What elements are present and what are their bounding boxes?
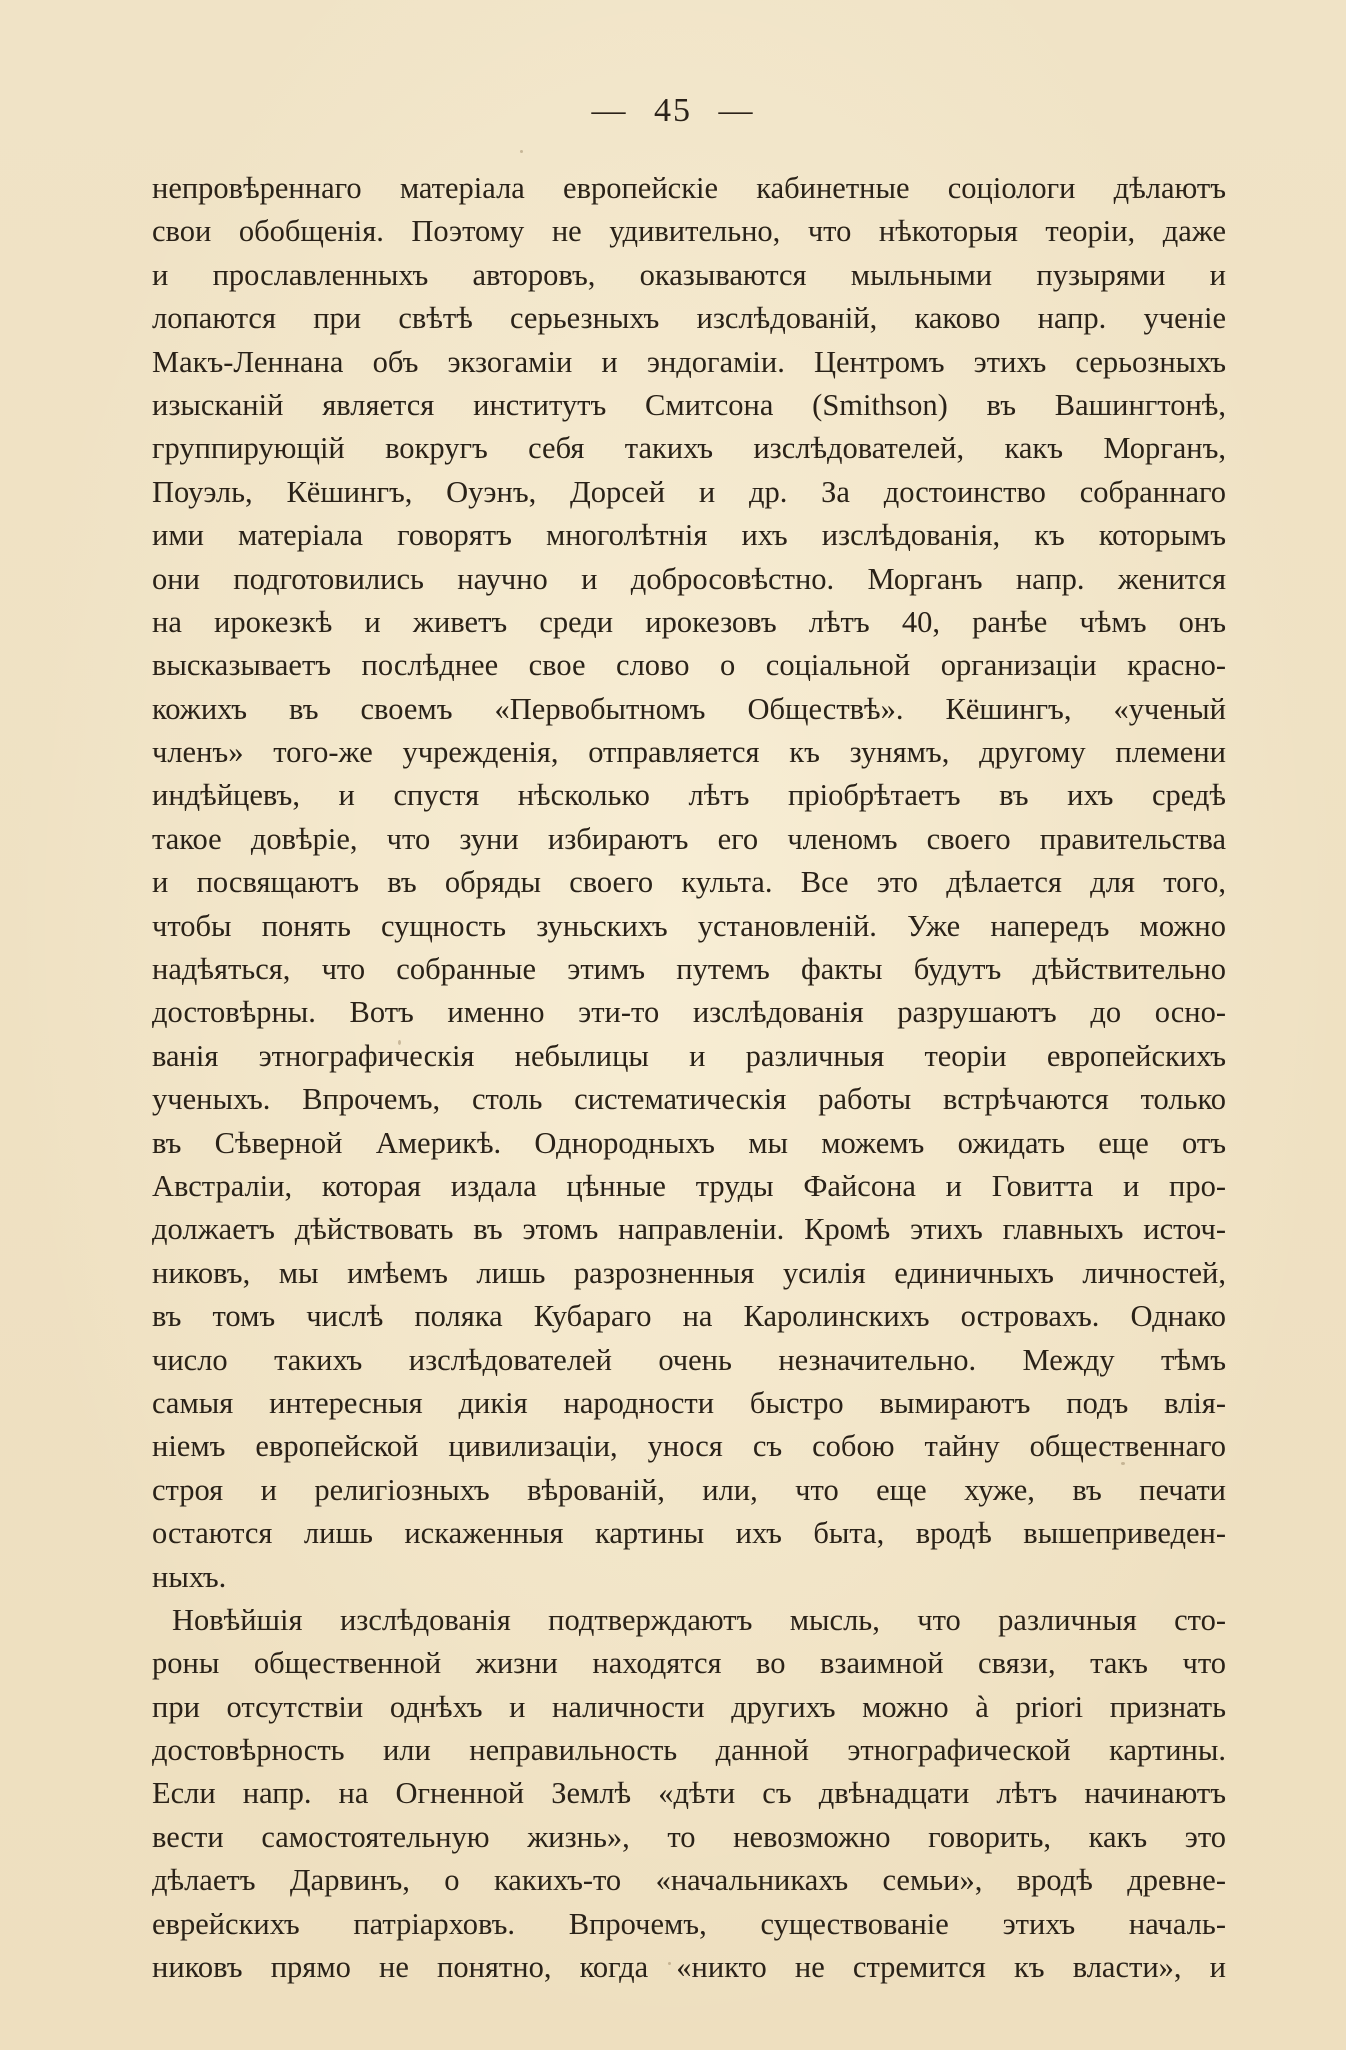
text-line: Если напр. на Огненной Землѣ «дѣти съ двѣнадцати лѣтъ начинаютъ [152, 1776, 1226, 1811]
text-line: дѣлаетъ Дарвинъ, о какихъ-то «начальникахъ семьи», вродѣ древне- [152, 1863, 1226, 1898]
paper-speck [1121, 1462, 1125, 1465]
text-line: такое довѣріе, что зуни избираютъ его членомъ своего правительства [152, 821, 1226, 856]
paper-speck [520, 150, 523, 153]
text-line: ніемъ европейской цивилизаціи, унося съ собою тайну общественнаго [152, 1429, 1226, 1464]
text-line: должаетъ дѣйствовать въ этомъ направленіи. Кромѣ этихъ главныхъ источ- [152, 1212, 1226, 1247]
page-number: 45 [654, 92, 692, 129]
text-line: Макъ-Леннана объ экзогаміи и эндогаміи. Центромъ этихъ серьозныхъ [152, 344, 1226, 379]
text-line: число такихъ изслѣдователей очень незначительно. Между тѣмъ [152, 1342, 1226, 1377]
text-line: надѣяться, что собранные этимъ путемъ факты будутъ дѣйствительно [152, 952, 1226, 987]
text-line: еврейскихъ патріарховъ. Впрочемъ, существованіе этихъ началь- [152, 1906, 1226, 1941]
text-line: ими матеріала говорятъ многолѣтнія ихъ изслѣдованія, къ которымъ [152, 518, 1226, 553]
text-line: вести самостоятельную жизнь», то невозможно говорить, какъ это [152, 1819, 1226, 1854]
text-line: остаются лишь искаженныя картины ихъ быта, вродѣ вышеприведен- [152, 1516, 1226, 1551]
text-line: достовѣрны. Вотъ именно эти-то изслѣдованія разрушаютъ до осно- [152, 995, 1226, 1030]
body-text [152, 167, 1226, 1989]
page-number-header [0, 92, 1346, 130]
right-dash: — [718, 92, 755, 129]
text-line: роны общественной жизни находятся во взаимной связи, такъ что [152, 1646, 1226, 1681]
text-line: достовѣрность или неправильность данной этнографической картины. [152, 1733, 1226, 1768]
text-line: лопаются при свѣтѣ серьезныхъ изслѣдованій, каково напр. ученіе [152, 301, 1226, 336]
text-line: самыя интересныя дикія народности быстро вымираютъ подъ влія- [152, 1385, 1226, 1420]
text-line: Австраліи, которая издала цѣнные труды Файсона и Говитта и про- [152, 1168, 1226, 1203]
text-line: членъ» того-же учрежденія, отправляется къ зунямъ, другому племени [152, 735, 1226, 770]
left-dash: — [591, 92, 628, 129]
text-line: непровѣреннаго матеріала европейскіе кабинетные соціологи дѣлаютъ [152, 171, 1226, 205]
paragraph-start-line: Новѣйшія изслѣдованія подтверждаютъ мысль, что различныя сто- [172, 1602, 1226, 1637]
text-line: при отсутствіи однѣхъ и наличности другихъ можно à priori признать [152, 1689, 1226, 1724]
text-line: кожихъ въ своемъ «Первобытномъ Обществѣ». Кёшингъ, «ученый [152, 691, 1226, 726]
paper-speck [398, 1040, 401, 1045]
text-line: въ Сѣверной Америкѣ. Однородныхъ мы можемъ ожидать еще отъ [152, 1125, 1226, 1160]
text-line: никовъ прямо не понятно, когда «никто не стремится къ власти», и [152, 1950, 1226, 1985]
text-line: свои обобщенія. Поэтому не удивительно, что нѣкоторыя теоріи, даже [152, 214, 1226, 249]
text-line: ученыхъ. Впрочемъ, столь систематическія работы встрѣчаются только [152, 1082, 1226, 1117]
text-line: индѣйцевъ, и спустя нѣсколько лѣтъ пріобрѣтаетъ въ ихъ средѣ [152, 778, 1226, 813]
text-line: въ томъ числѣ поляка Кубараго на Каролинскихъ островахъ. Однако [152, 1299, 1226, 1334]
text-line: на ирокезкѣ и живетъ среди ирокезовъ лѣтъ 40, ранѣе чѣмъ онъ [152, 604, 1226, 639]
text-line: Поуэль, Кёшингъ, Оуэнъ, Дорсей и др. За достоинство собраннаго [152, 474, 1226, 509]
text-line: ныхъ. [152, 1559, 227, 1594]
text-line: и посвящаютъ въ обряды своего культа. Все это дѣлается для того, [152, 865, 1226, 900]
text-line: группирующій вокругъ себя такихъ изслѣдователей, какъ Морганъ, [152, 431, 1226, 466]
text-line: изысканій является институтъ Смитсона (Smithson) въ Вашингтонѣ, [152, 387, 1226, 422]
text-line: ванія этнографическія небылицы и различныя теоріи европейскихъ [152, 1038, 1226, 1073]
text-line: строя и религіозныхъ вѣрованій, или, что еще хуже, въ печати [152, 1472, 1226, 1507]
text-line: высказываетъ послѣднее свое слово о соціальной организаціи красно- [152, 648, 1226, 683]
text-line: они подготовились научно и добросовѣстно. Морганъ напр. женится [152, 561, 1226, 596]
text-line: чтобы понять сущность зуньскихъ установленій. Уже напередъ можно [152, 908, 1226, 943]
text-line: и прославленныхъ авторовъ, оказываются мыльными пузырями и [152, 257, 1226, 292]
text-line: никовъ, мы имѣемъ лишь разрозненныя усилія единичныхъ личностей, [152, 1255, 1226, 1290]
paper-speck [668, 1962, 671, 1965]
